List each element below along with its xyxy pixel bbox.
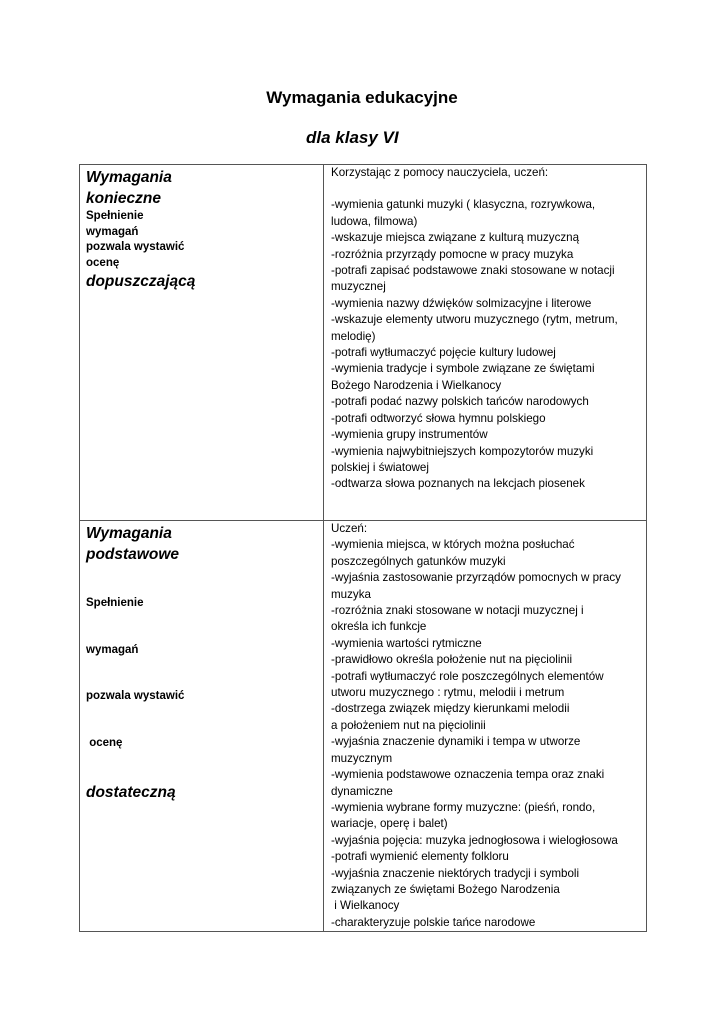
requirement-line: ludowa, filmowa) bbox=[331, 214, 418, 228]
requirement-line: -charakteryzuje polskie tańce narodowe bbox=[331, 915, 536, 929]
requirement-line: -dostrzega związek między kierunkami melodii bbox=[331, 702, 570, 716]
requirement-line: a położeniem nut na pięciolinii bbox=[331, 718, 486, 732]
requirement-line: określa ich funkcje bbox=[331, 620, 427, 634]
description-line: ocenę bbox=[86, 736, 123, 749]
table-row-konieczne bbox=[80, 165, 647, 521]
requirement-line: -prawidłowo określa położenie nut na pięciolinii bbox=[331, 653, 573, 667]
requirement-line: -wymienia gatunki muzyki ( klasyczna, rozrywkowa, bbox=[331, 198, 596, 212]
level-description bbox=[86, 565, 317, 782]
requirement-line: -potrafi zapisać podstawowe znaki stosowane w notacji bbox=[331, 264, 615, 278]
requirement-line: -wymienia nazwy dźwięków solmizacyjne i literowe bbox=[331, 296, 592, 310]
list-intro: Korzystając z pomocy nauczyciela, uczeń: bbox=[331, 166, 549, 179]
grade-label: dopuszczającą bbox=[86, 273, 196, 290]
requirement-line: -wymienia miejsca, w których można posłuchać bbox=[331, 538, 575, 552]
requirement-line: -rozróżnia przyrządy pomocne w pracy muzyka bbox=[331, 247, 574, 261]
requirement-line: polskiej i światowej bbox=[331, 460, 429, 474]
requirement-line: -wymienia najwybitniejszych kompozytorów muzyki bbox=[331, 444, 594, 458]
requirement-line: -potrafi odtworzyć słowa hymnu polskiego bbox=[331, 411, 546, 425]
requirement-line: dynamiczne bbox=[331, 784, 393, 798]
requirement-line: poszczególnych gatunków muzyki bbox=[331, 554, 506, 568]
level-description bbox=[86, 209, 317, 271]
requirement-list bbox=[331, 197, 640, 492]
requirement-line: -odtwarza słowa poznanych na lekcjach piosenek bbox=[331, 477, 585, 491]
requirement-list-cell bbox=[324, 165, 647, 521]
requirement-level-cell bbox=[80, 521, 324, 932]
requirement-line: -potrafi wytłumaczyć pojęcie kultury ludowej bbox=[331, 346, 556, 360]
requirements-table bbox=[79, 164, 647, 932]
requirement-line: utworu muzycznego : rytmu, melodii i metrum bbox=[331, 686, 565, 700]
description-line: Spełnienie bbox=[86, 210, 144, 222]
level-name-line: konieczne bbox=[86, 190, 161, 207]
requirement-line: muzycznej bbox=[331, 280, 386, 294]
description-line: wymagań bbox=[86, 225, 139, 238]
requirement-level-cell bbox=[80, 165, 324, 521]
requirement-line: -wyjaśnia znaczenie niektórych tradycji i symboli bbox=[331, 866, 580, 880]
requirement-line: -potrafi wytłumaczyć role poszczególnych elementów bbox=[331, 669, 604, 683]
requirement-line: -wyjaśnia znaczenie dynamiki i tempa w utworze bbox=[331, 735, 581, 749]
table-row-podstawowe bbox=[80, 521, 647, 932]
requirement-list-cell bbox=[324, 521, 647, 932]
document-subtitle: dla klasy VI bbox=[306, 128, 399, 147]
requirement-line: -potrafi podać nazwy polskich tańców narodowych bbox=[331, 395, 589, 409]
requirement-line: -wskazuje miejsca związane z kulturą muzyczną bbox=[331, 231, 580, 245]
description-line: ocenę bbox=[86, 256, 120, 269]
requirement-line: -wymienia wartości rytmiczne bbox=[331, 636, 482, 650]
level-name-line: Wymagania bbox=[86, 525, 172, 542]
level-name bbox=[86, 167, 317, 209]
list-intro: Uczeń: bbox=[331, 522, 368, 535]
requirement-line: -wyjaśnia pojęcia: muzyka jednogłosowa i wielogłosowa bbox=[331, 833, 618, 847]
requirement-line: -potrafi wymienić elementy folkloru bbox=[331, 850, 509, 864]
requirement-line: wariacje, operę i balet) bbox=[331, 817, 448, 831]
requirement-line: -wymienia tradycje i symbole związane ze świętami bbox=[331, 362, 595, 376]
requirement-line: -wyjaśnia zastosowanie przyrządów pomocnych w pracy bbox=[331, 571, 621, 585]
requirement-line: -wymienia grupy instrumentów bbox=[331, 428, 488, 442]
requirement-line: związanych ze świętami Bożego Narodzenia bbox=[331, 882, 560, 896]
requirement-line: -wskazuje elementy utworu muzycznego (rytm, metrum, bbox=[331, 313, 618, 327]
description-line: Spełnienie bbox=[86, 597, 144, 609]
description-line: pozwala wystawić bbox=[86, 241, 185, 253]
requirement-line: i Wielkanocy bbox=[331, 899, 400, 913]
requirement-list bbox=[331, 537, 640, 931]
level-name bbox=[86, 523, 317, 565]
level-name-line: Wymagania bbox=[86, 169, 172, 186]
document-title: Wymagania edukacyjne bbox=[266, 88, 458, 107]
description-line: pozwala wystawić bbox=[86, 690, 185, 702]
level-name-line: podstawowe bbox=[86, 546, 180, 563]
requirement-line: -rozróżnia znaki stosowane w notacji muzycznej i bbox=[331, 604, 584, 618]
requirement-line: melodię) bbox=[331, 329, 376, 343]
requirement-line: muzycznym bbox=[331, 751, 393, 765]
requirement-line: -wymienia podstawowe oznaczenia tempa oraz znaki bbox=[331, 768, 605, 782]
description-line: wymagań bbox=[86, 643, 139, 656]
requirement-line: Bożego Narodzenia i Wielkanocy bbox=[331, 378, 502, 392]
grade-label: dostateczną bbox=[86, 784, 176, 801]
requirement-line: muzyka bbox=[331, 587, 371, 601]
requirement-line: -wymienia wybrane formy muzyczne: (pieśń, rondo, bbox=[331, 800, 596, 814]
